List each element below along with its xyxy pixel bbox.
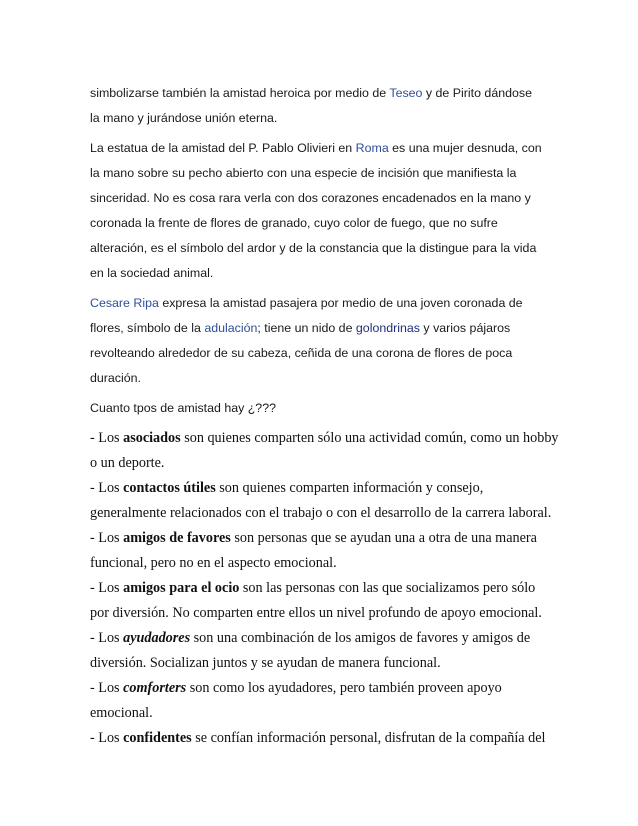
question-line: Cuanto tpos de amistad hay ¿??? [90,401,276,415]
list-item-continuation: o un deporte. [90,455,165,471]
list-item-continuation: diversión. Socializan juntos y se ayudan de manera funcional. [90,655,441,671]
link-adulacion[interactable]: adulación [204,321,258,335]
text-run: simbolizarse también la amistad heroica por medio de [90,86,390,100]
text-run: son quienes comparten información y consejo, [215,480,484,496]
text-run: y de Pirito dándose [422,86,532,100]
paragraph-line: coronada la frente de flores de granado, cuyo color de fuego, que no sufre [90,216,498,230]
term-asociados: asociados [123,430,181,446]
paragraph-line: en la sociedad animal. [90,266,214,280]
term-comforters: comforters [123,680,187,696]
term-amigos-para-el-ocio: amigos para el ocio [123,580,240,596]
paragraph-line [90,86,532,100]
list-bullet: - Los [90,530,124,546]
text-run: son las personas con las que socializamos pero sólo [239,580,536,596]
list-bullet: - Los [90,680,124,696]
text-run: y varios pájaros [419,321,511,335]
text-run: son como los ayudadores, pero también proveen apoyo [186,680,502,696]
paragraph-line [90,296,523,310]
list-item [90,530,537,547]
list-item [90,630,530,647]
term-amigos-de-favores: amigos de favores [123,530,231,546]
text-run: expresa la amistad pasajera por medio de una joven coronada de [158,296,523,310]
text-run: son una combinación de los amigos de favores y amigos de [190,630,531,646]
link-cesare-ripa[interactable]: Cesare Ripa [90,296,159,310]
list-item [90,580,535,597]
list-bullet: - Los [90,480,124,496]
list-item [90,480,483,497]
text-run: se confían información personal, disfrutan de la compañía del [191,730,546,746]
list-bullet: - Los [90,580,124,596]
text-run: La estatua de la amistad del P. Pablo Olivieri en [90,141,356,155]
link-golondrinas[interactable]: golondrinas [355,321,420,335]
list-bullet: - Los [90,730,124,746]
text-run: es una mujer desnuda, con [388,141,542,155]
list-item-continuation: emocional. [90,705,153,721]
list-item [90,430,559,447]
paragraph-line: sinceridad. No es cosa rara verla con dos corazones encadenados en la mano y [90,191,531,205]
paragraph-line: alteración, es el símbolo del ardor y de la constancia que la distingue para la vida [90,241,537,255]
term-contactos-utiles: contactos útiles [123,480,216,496]
list-item [90,680,502,697]
text-run: son personas que se ayudan una a otra de una manera [230,530,537,546]
term-confidentes: confidentes [123,730,192,746]
list-item [90,730,545,747]
link-teseo[interactable]: Teseo [389,86,423,100]
list-item-continuation: generalmente relacionados con el trabajo o con el desarrollo de la carrera laboral. [90,505,552,521]
list-item-continuation: por diversión. No comparten entre ellos un nivel profundo de apoyo emocional. [90,605,542,621]
list-bullet: - Los [90,630,124,646]
paragraph-line: la mano y jurándose unión eterna. [90,111,278,125]
paragraph-line [90,321,510,335]
paragraph-line: duración. [90,371,141,385]
paragraph-line: revolteando alrededor de su cabeza, ceñida de una corona de flores de poca [90,346,513,360]
text-run: ; tiene un nido de [257,321,356,335]
text-run: son quienes comparten sólo una actividad común, como un hobby [180,430,559,446]
link-roma[interactable]: Roma [355,141,389,155]
paragraph-line [90,141,542,155]
list-bullet: - Los [90,430,124,446]
paragraph-line: la mano sobre su pecho abierto con una especie de incisión que manifiesta la [90,166,517,180]
text-run: flores, símbolo de la [90,321,205,335]
list-item-continuation: funcional, pero no en el aspecto emocional. [90,555,337,571]
term-ayudadores: ayudadores [123,630,191,646]
